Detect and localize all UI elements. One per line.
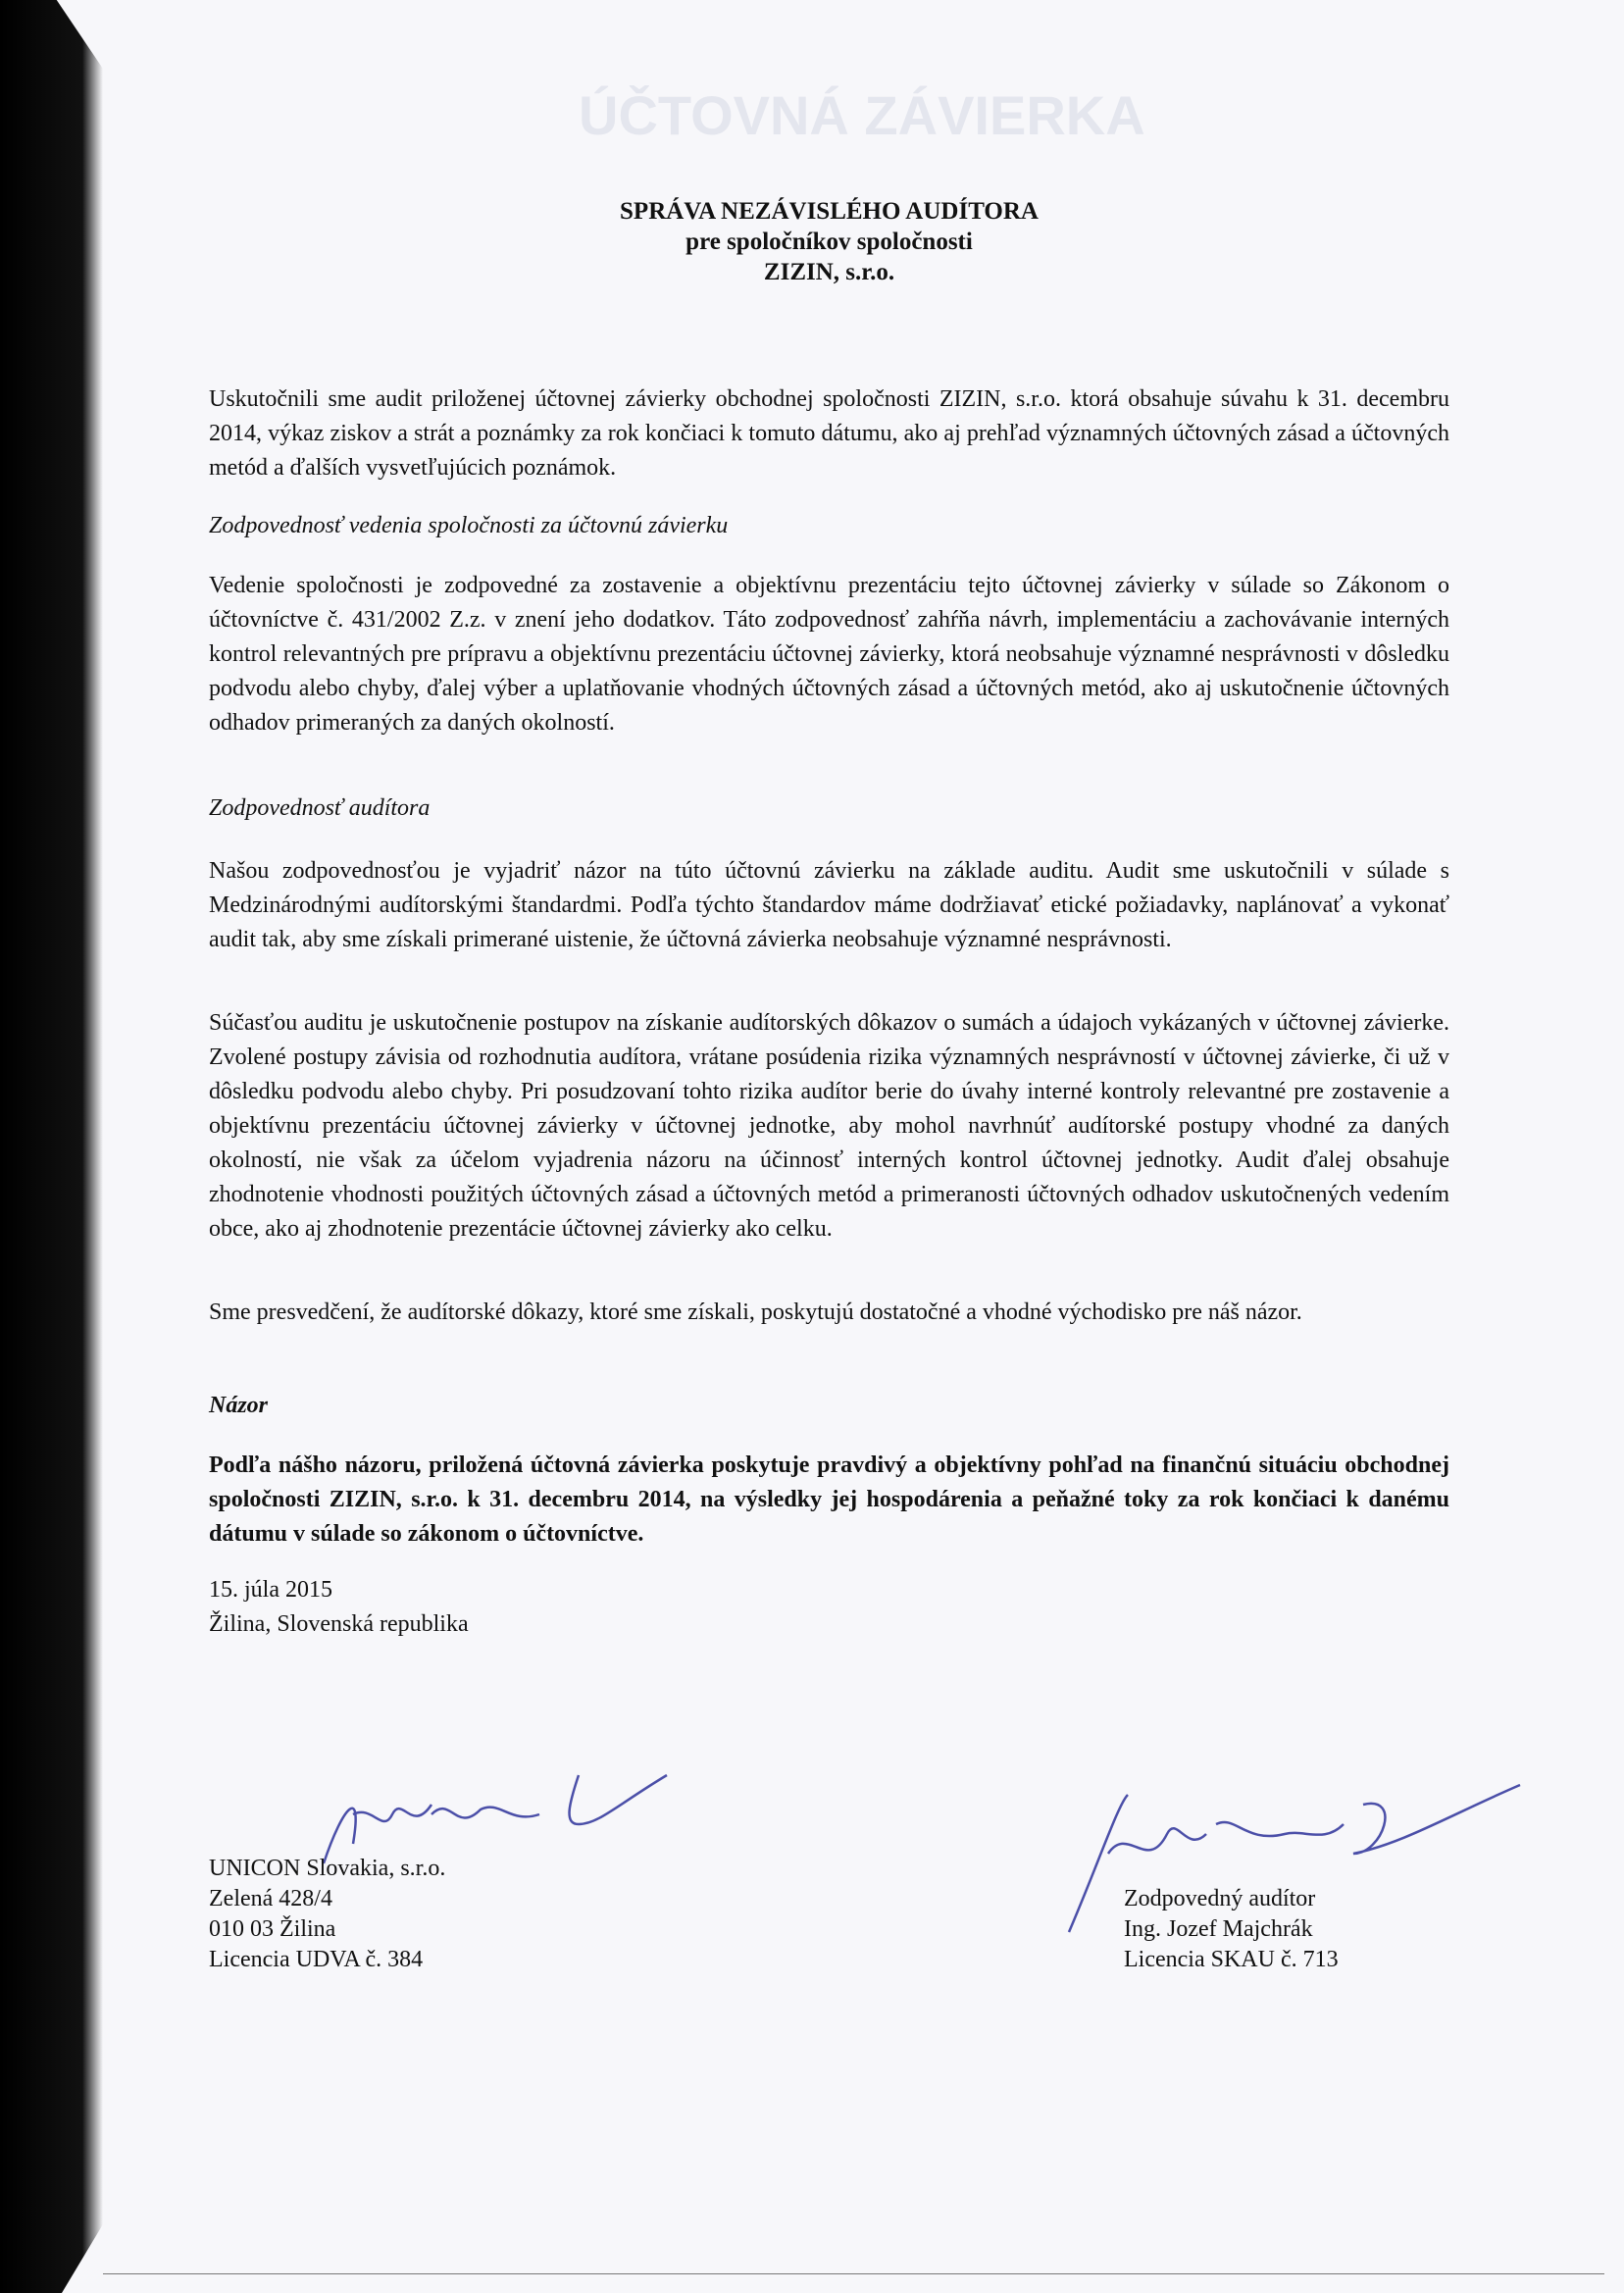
title-line: pre spoločníkov spoločnosti — [685, 229, 973, 255]
intro-paragraph: Uskutočnili sme audit priloženej účtovnej závierky obchodnej spoločnosti ZIZIN, s.r.o. ktorá obsahuje súvahu k 31. decembru 2014, výkaz ziskov a strát a poznámky za rok končiaci k tomuto dátumu, ako aj prehľad významných účtovných zásad a účtovných metód a ďalších vysvetľujúcich poznámok. — [209, 386, 1449, 481]
auditor-role: Zodpovedný audítor — [1124, 1886, 1316, 1911]
opinion-paragraph: Podľa nášho názoru, priložená účtovná závierka poskytuje pravdivý a objektívny pohľad na finančnú situáciu obchodnej spoločnosti ZIZIN, s.r.o. k 31. decembru 2014, na výsledky jej hospodárenia a peňažné toky za rok končiaci k danému dátumu v súlade so zákonom o účtovníctve. — [209, 1452, 1449, 1547]
title-line: SPRÁVA NEZÁVISLÉHO AUDÍTORA — [620, 198, 1039, 225]
firm-name: UNICON Slovakia, s.r.o. — [209, 1856, 446, 1881]
title-line: ZIZIN, s.r.o. — [763, 259, 895, 285]
heading-auditor: Zodpovednosť audítora — [209, 795, 431, 821]
auditor-paragraph-1: Našou zodpovednosťou je vyjadriť názor na túto účtovnú závierku na základe auditu. Audit sme uskutočnili v súlade s Medzinárodnými audítorskými štandardmi. Podľa týchto štandardov máme dodržiavať etické požiadavky, naplánovať a vykonať audit tak, aby sme získali primerané uistenie, že účtovná závierka neobsahuje významné nesprávnosti. — [209, 858, 1449, 952]
management-paragraph: Vedenie spoločnosti je zodpovedné za zostavenie a objektívnu prezentáciu tejto účtovnej závierky v súlade so Zákonom o účtovníctve č. 431/2002 Z.z. v znení jeho dodatkov. Táto zodpovednosť zahŕňa návrh, implementáciu a zachovávanie interných kontrol relevantných pre prípravu a objektívnu prezentáciu účtovnej závierky, ktorá neobsahuje významné nesprávnosti v dôsledku podvodu alebo chyby, ďalej výber a uplatňovanie vhodných účtovných zásad a účtovných metód, ako aj uskutočnenie účtovných odhadov primeraných za daných okolností. — [209, 573, 1449, 736]
report-place: Žilina, Slovenská republika — [209, 1611, 469, 1637]
auditor-paragraph-3: Sme presvedčení, že audítorské dôkazy, ktoré sme získali, poskytujú dostatočné a vhodné východisko pre náš názor. — [209, 1299, 1302, 1325]
firm-block — [209, 1854, 445, 1975]
report-date: 15. júla 2015 — [209, 1577, 332, 1603]
heading-management: Zodpovednosť vedenia spoločnosti za účtovnú závierku — [209, 513, 729, 538]
page-divider — [103, 2273, 1604, 2274]
auditor-paragraph-2: Súčasťou auditu je uskutočnenie postupov na získanie audítorských dôkazov o sumách a údajoch vykázaných v účtovnej závierke. Zvolené postupy závisia od rozhodnutia audítora, vrátane posúdenia rizika významných nesprávností v účtovnej závierke, či už v dôsledku podvodu alebo chyby. Pri posudzovaní tohto rizika audítor berie do úvahy interné kontroly relevantné pre zostavenie a objektívnu prezentáciu účtovnej závierky v účtovnej jednotke, aby mohol navrhnúť audítorské postupy vhodné za daných okolností, nie však za účelom vyjadrenia názoru na účinnosť interných kontrol účtovnej jednotky. Audit ďalej obsahuje zhodnotenie vhodnosti použitých účtovných zásad a účtovných metód a primeranosti účtovných odhadov uskutočnených vedením obce, ako aj zhodnotenie prezentácie účtovnej závierky ako celku. — [209, 1010, 1449, 1242]
firm-street: Zelená 428/4 — [209, 1886, 332, 1911]
show-through-form-title: ÚČTOVNÁ ZÁVIERKA — [579, 84, 1145, 146]
firm-license: Licencia UDVA č. 384 — [209, 1947, 424, 1972]
document-title — [209, 196, 1449, 287]
auditor-block — [1124, 1884, 1339, 1975]
auditor-name: Ing. Jozef Majchrák — [1124, 1916, 1313, 1942]
heading-opinion: Názor — [209, 1393, 269, 1418]
scan-edge-shadow — [0, 0, 103, 2293]
firm-city: 010 03 Žilina — [209, 1916, 336, 1942]
auditor-license: Licencia SKAU č. 713 — [1124, 1947, 1339, 1972]
